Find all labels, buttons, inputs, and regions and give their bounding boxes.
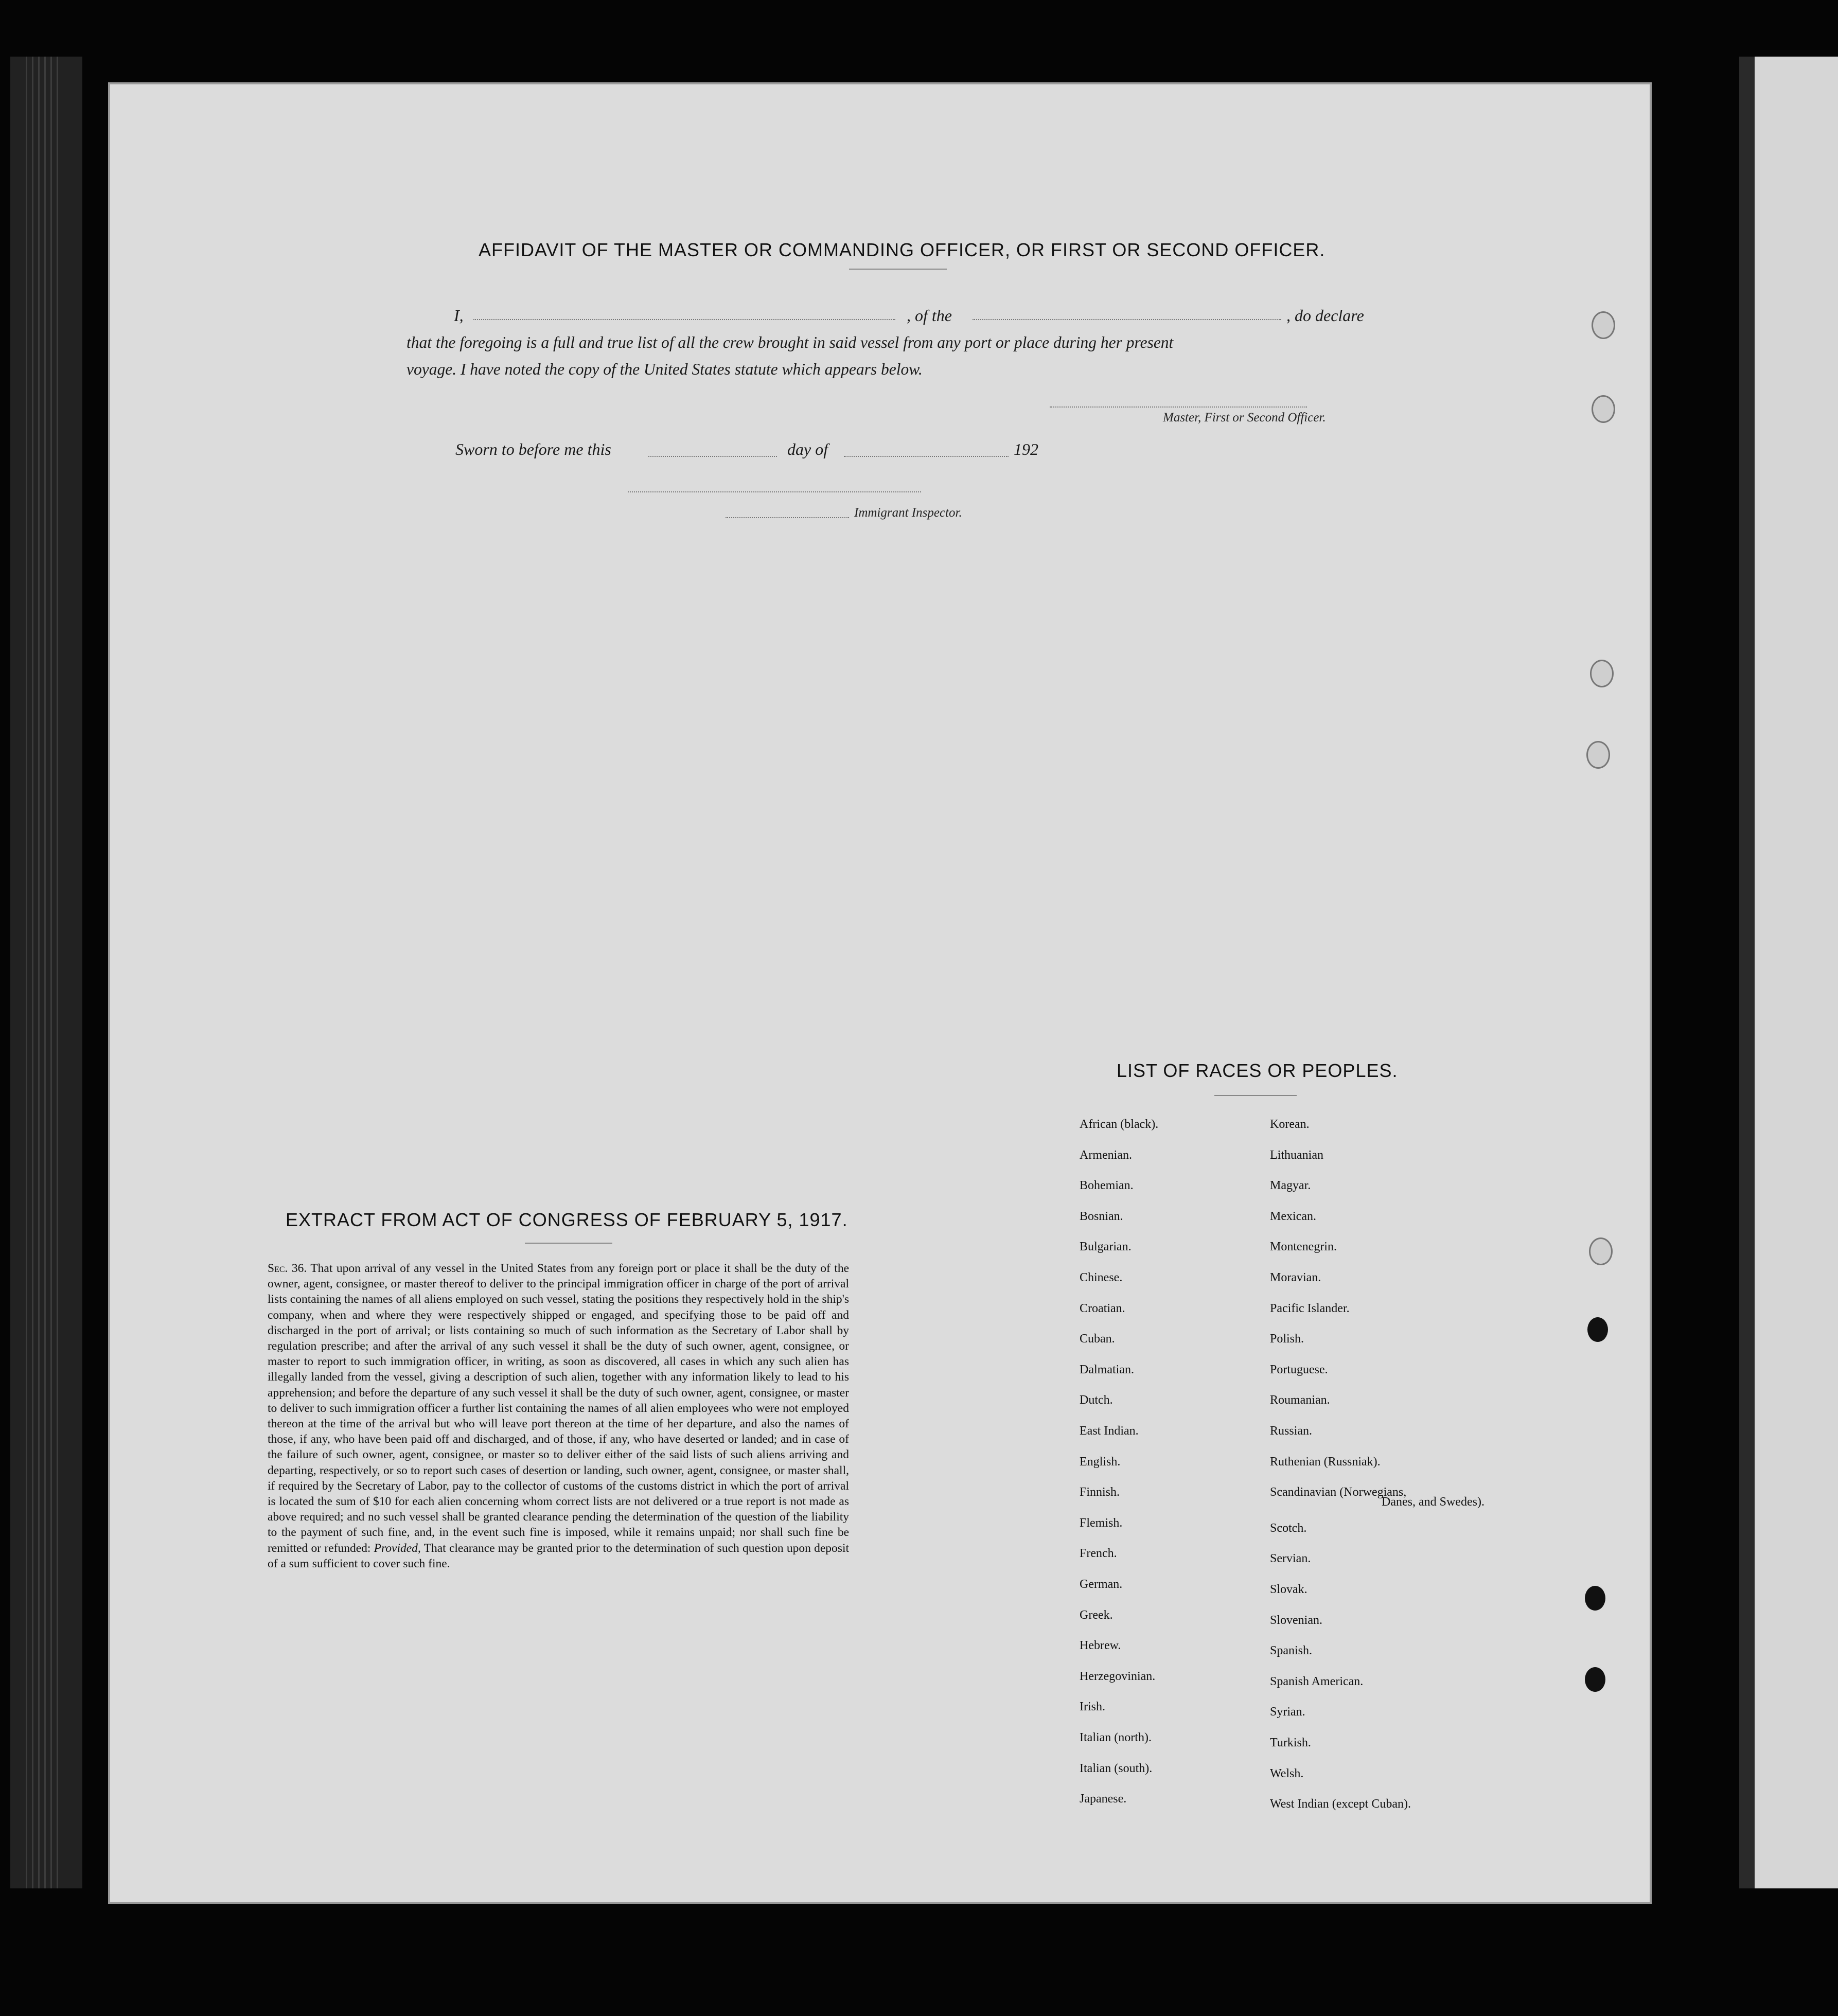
race-item: Magyar. xyxy=(1270,1179,1311,1192)
race-item: Dutch. xyxy=(1080,1393,1113,1407)
adjacent-sheet-right xyxy=(1755,57,1838,1888)
binder-hole xyxy=(1592,311,1615,339)
statute-text: That upon arrival of any vessel in the United States from any foreign port or place it shall be the duty of the owner, agent, consignee, or master thereof to deliver to the principal immigration officer in charge of the port of arrival lists containing the names of all aliens employed on such vessel, stating the positions they respectively hold in the ship's company, when and where they were respectively shipped or engaged, and specifying those to be paid off and discharged in the port of arrival; or lists containing so much of such information as the Secretary of Labor shall by regulation prescribe; and after the arrival of any such vessel it shall be the duty of such owner, agent, consignee, or master to report to such immigration officer, in writing, as soon as discovered, all cases in which any such alien has illegally landed from the vessel, giving a description of such alien, together with any information likely to lead to his apprehension; and before the departure of any such vessel it shall be the duty of such owner, agent, consignee, or master to deliver to such immigration officer a further list containing the names of all alien employees who were not employed thereon at the time of the arrival but who will leave port thereon at the time of her departure, and also the names of those, if any, who have been paid off and discharged, and of those, if any, who have deserted or landed; and in case of the failure of such owner, agent, consignee, or master so to deliver either of the said lists of such aliens arriving and departing, respectively, or so to report such cases of desertion or landing, such owner, agent, consignee, or master shall, if required by the Secretary of Labor, pay to the collector of customs of the customs district in which the port of arrival is located the sum of $10 for each alien concerning whom correct lists are not delivered or a true report is not made as above required; and no such vessel shall be granted clearance pending the determination of the question of the liability to the payment of such fine, and, in the event such fine is imposed, while it remains unpaid; nor shall such fine be remitted or refunded: xyxy=(268,1262,850,1555)
race-item: Syrian. xyxy=(1270,1705,1305,1719)
race-item: Armenian. xyxy=(1080,1148,1132,1162)
race-item: German. xyxy=(1080,1578,1123,1591)
race-item: Mexican. xyxy=(1270,1210,1316,1223)
race-item: Hebrew. xyxy=(1080,1639,1121,1652)
inspector-signature-blank xyxy=(628,491,921,492)
race-item: Bosnian. xyxy=(1080,1210,1123,1223)
race-item: Slovak. xyxy=(1270,1583,1307,1596)
adjacent-page-left xyxy=(10,57,82,1888)
race-item: Servian. xyxy=(1270,1552,1311,1565)
race-item: Chinese. xyxy=(1080,1271,1123,1284)
race-item: Montenegrin. xyxy=(1270,1240,1337,1253)
race-item: Irish. xyxy=(1080,1700,1105,1713)
race-item: Spanish American. xyxy=(1270,1675,1364,1688)
statute-text-end: That clearance may be granted prior to the determination of such question upon deposit of a sum sufficient to cover such fine. xyxy=(268,1541,850,1570)
race-item: Herzegovinian. xyxy=(1080,1670,1156,1683)
race-item: Portuguese. xyxy=(1270,1363,1328,1376)
race-item: Bohemian. xyxy=(1080,1179,1134,1192)
race-item: Italian (south). xyxy=(1080,1762,1153,1775)
heading-rule xyxy=(849,269,947,270)
binder-hole xyxy=(1585,1667,1605,1692)
race-item: Croatian. xyxy=(1080,1302,1125,1315)
affidavit-i-label: I, xyxy=(454,306,464,325)
inspector-caption: Immigrant Inspector. xyxy=(854,506,962,520)
binder-hole xyxy=(1587,1317,1608,1342)
races-rule xyxy=(1214,1095,1297,1096)
races-heading: LIST OF RACES OR PEOPLES. xyxy=(1117,1060,1398,1081)
document-page xyxy=(108,82,1652,1904)
race-item: Italian (north). xyxy=(1080,1731,1152,1744)
race-item: English. xyxy=(1080,1455,1121,1469)
vessel-blank xyxy=(973,319,1281,320)
race-item: Dalmatian. xyxy=(1080,1363,1134,1376)
day-of-label: day of xyxy=(787,440,828,458)
race-item: Spanish. xyxy=(1270,1644,1313,1657)
sworn-label: Sworn to before me this xyxy=(455,440,611,458)
binder-hole xyxy=(1585,1586,1605,1611)
month-blank xyxy=(844,456,1009,457)
affidavit-do-declare: , do declare xyxy=(1286,306,1364,325)
race-item: Polish. xyxy=(1270,1332,1304,1346)
race-item: French. xyxy=(1080,1547,1117,1560)
race-item: Turkish. xyxy=(1270,1736,1311,1749)
race-item: Korean. xyxy=(1270,1118,1310,1131)
race-item: Japanese. xyxy=(1080,1792,1127,1806)
section-label: Sec. 36. xyxy=(268,1262,307,1275)
binder-hole xyxy=(1590,660,1614,687)
race-item: Lithuanian xyxy=(1270,1148,1323,1162)
race-item: Finnish. xyxy=(1080,1486,1120,1499)
race-item: Bulgarian. xyxy=(1080,1240,1132,1253)
race-item: African (black). xyxy=(1080,1118,1159,1131)
extract-rule xyxy=(525,1243,612,1244)
race-item: East Indian. xyxy=(1080,1424,1139,1438)
extract-heading: EXTRACT FROM ACT OF CONGRESS OF FEBRUARY 5, 1917. xyxy=(286,1209,848,1230)
signature-blank xyxy=(1050,406,1307,408)
statute-section-36 xyxy=(268,1261,849,1571)
affidavit-line-3: voyage. I have noted the copy of the United States statute which appears below. xyxy=(407,360,923,378)
race-item: West Indian (except Cuban). xyxy=(1270,1797,1411,1811)
year-prefix: 192 xyxy=(1014,440,1038,458)
provided-label: Provided, xyxy=(374,1541,421,1555)
race-item: Scotch. xyxy=(1270,1522,1307,1535)
binder-hole xyxy=(1589,1237,1613,1265)
race-item: Flemish. xyxy=(1080,1516,1123,1530)
affidavit-line-2: that the foregoing is a full and true list of all the crew brought in said vessel from any port or place during her present xyxy=(407,333,1174,351)
race-item: Roumanian. xyxy=(1270,1393,1330,1407)
affidavit-of-the: , of the xyxy=(907,306,952,325)
race-item: Slovenian. xyxy=(1270,1614,1322,1627)
affidavit-heading: AFFIDAVIT OF THE MASTER OR COMMANDING OFFICER, OR FIRST OR SECOND OFFICER. xyxy=(479,239,1326,260)
inspector-name-blank xyxy=(726,517,849,518)
race-item: Scandinavian (Norwegians, xyxy=(1270,1486,1407,1499)
race-item: Russian. xyxy=(1270,1424,1313,1438)
race-item: Moravian. xyxy=(1270,1271,1321,1284)
binder-hole xyxy=(1586,741,1610,769)
race-item: Pacific Islander. xyxy=(1270,1302,1350,1315)
race-item: Greek. xyxy=(1080,1608,1113,1622)
name-blank xyxy=(473,319,895,320)
signature-caption: Master, First or Second Officer. xyxy=(1163,411,1326,425)
race-item: Cuban. xyxy=(1080,1332,1115,1346)
race-item: Ruthenian (Russniak). xyxy=(1270,1455,1381,1469)
binder-hole xyxy=(1592,395,1615,423)
race-scandinavian-continued: Danes, and Swedes). xyxy=(1382,1495,1484,1509)
day-blank xyxy=(648,456,777,457)
race-item: Welsh. xyxy=(1270,1767,1304,1780)
